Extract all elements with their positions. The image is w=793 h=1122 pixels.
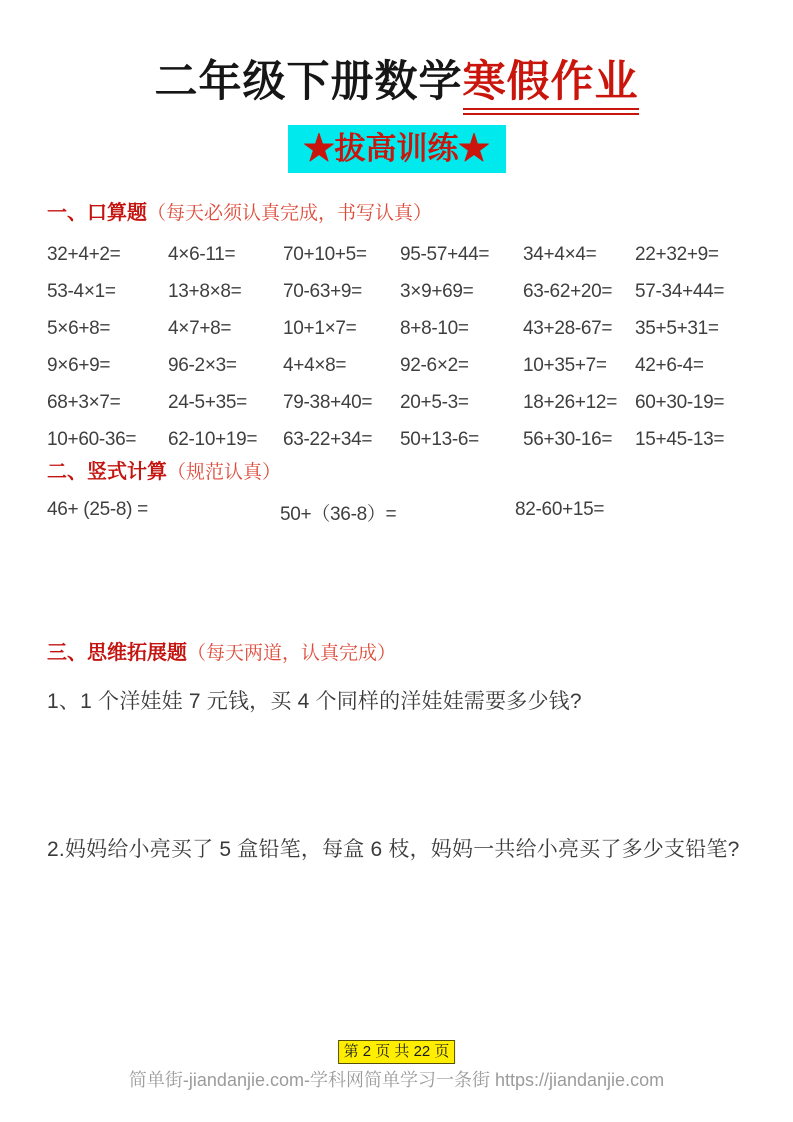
oral-problem: 34+4×4= — [523, 243, 597, 265]
oral-problem: 70+10+5= — [283, 243, 367, 265]
oral-problem: 10+1×7= — [283, 317, 357, 339]
oral-problem: 13+8×8= — [168, 280, 242, 302]
oral-problem: 63-22+34= — [283, 428, 373, 450]
oral-problem: 20+5-3= — [400, 391, 469, 413]
worksheet-content — [0, 201, 793, 872]
oral-problem: 22+32+9= — [635, 243, 719, 265]
oral-problem: 50+13-6= — [400, 428, 479, 450]
vertical-problem: 50+（36-8）= — [280, 504, 397, 526]
oral-problem: 4×7+8= — [168, 317, 232, 339]
oral-problem: 10+60-36= — [47, 428, 137, 450]
section-3-title: 三、思维拓展题 — [47, 642, 187, 665]
training-banner: ★拔高训练★ — [288, 125, 506, 173]
oral-problem: 4+4×8= — [283, 354, 347, 376]
section-2-note: （规范认真） — [167, 462, 282, 484]
oral-problem: 63-62+20= — [523, 280, 613, 302]
section-2-title: 二、竖式计算 — [47, 461, 167, 484]
oral-problems-grid — [47, 236, 753, 458]
page-title-prefix: 二年级下册数学 — [154, 57, 463, 107]
page-title-highlight: 寒假作业 — [463, 57, 639, 115]
word-problem-1: 1、1 个洋娃娃 7 元钱，买 4 个同样的洋娃娃需要多少钱? — [47, 690, 582, 714]
oral-problem: 4×6-11= — [168, 243, 236, 265]
oral-problem: 79-38+40= — [283, 391, 373, 413]
page-number-badge: 第 2 页 共 22 页 — [338, 1040, 456, 1064]
oral-problem: 24-5+35= — [168, 391, 247, 413]
footer-site-line: 简单街-jiandanjie.com-学科网简单学习一条街 https://jiandanjie.com — [128, 1070, 665, 1090]
oral-problem: 35+5+31= — [635, 317, 719, 339]
oral-problem: 9×6+9= — [47, 354, 111, 376]
oral-problem: 57-34+44= — [635, 280, 725, 302]
section-3-note: （每天两道，认真完成） — [187, 643, 397, 665]
section-2-heading — [47, 460, 753, 485]
page-title — [0, 58, 793, 107]
oral-problem: 5×6+8= — [47, 317, 111, 339]
vertical-problem: 82-60+15= — [515, 499, 605, 521]
oral-problem: 62-10+19= — [168, 428, 258, 450]
oral-problem: 18+26+12= — [523, 391, 617, 413]
oral-problem: 68+3×7= — [47, 391, 121, 413]
word-problem-2: 2.妈妈给小亮买了 5 盒铅笔，每盒 6 枝，妈妈一共给小亮买了多少支铅笔? — [47, 838, 740, 862]
oral-problem: 70-63+9= — [283, 280, 362, 302]
oral-problem: 92-6×2= — [400, 354, 469, 376]
oral-problem: 10+35+7= — [523, 354, 607, 376]
section-3-heading — [47, 641, 753, 666]
oral-problem: 15+45-13= — [635, 428, 725, 450]
section-1-note: （每天必须认真完成，书写认真） — [147, 203, 433, 225]
oral-problem: 56+30-16= — [523, 428, 613, 450]
oral-problem: 8+8-10= — [400, 317, 469, 339]
oral-problem: 43+28-67= — [523, 317, 613, 339]
oral-problem: 42+6-4= — [635, 354, 704, 376]
vertical-problem: 46+ (25-8) = — [47, 499, 148, 521]
oral-problem: 3×9+69= — [400, 280, 474, 302]
oral-problem: 53-4×1= — [47, 280, 116, 302]
oral-problem: 32+4+2= — [47, 243, 121, 265]
oral-problem: 96-2×3= — [168, 354, 237, 376]
section-1-title: 一、口算题 — [47, 202, 147, 225]
oral-problem: 95-57+44= — [400, 243, 490, 265]
section-1-heading — [47, 201, 753, 226]
banner-row — [0, 125, 793, 173]
vertical-problems-row — [47, 499, 753, 526]
oral-problem: 60+30-19= — [635, 391, 725, 413]
